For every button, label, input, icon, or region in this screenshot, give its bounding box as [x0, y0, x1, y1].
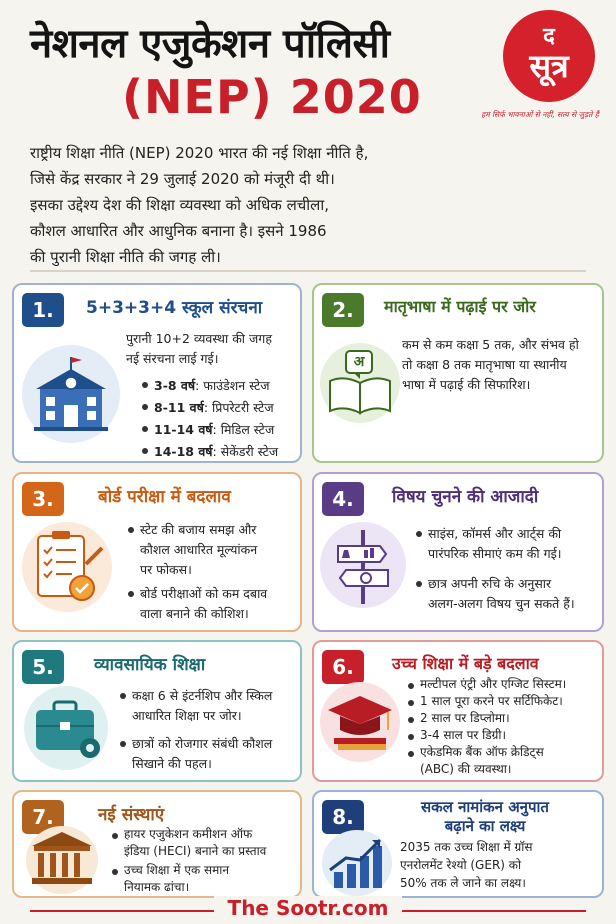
card-body [126, 329, 278, 463]
growth-chart-icon [322, 830, 392, 896]
intro-line: इसका उद्देश्य देश की शिक्षा व्यवस्था को अधिक लचीला, [30, 196, 329, 214]
intro-line: जिसे केंद्र सरकार ने 29 जुलाई 2020 को मंजूरी दी थी। [30, 170, 335, 188]
card-body [110, 826, 266, 896]
card-number: 5. [22, 650, 64, 684]
card-text: एनरोलमेंट रेश्यो (GER) को [400, 858, 522, 872]
card-school-structure [12, 283, 302, 463]
intro-line: कौशल आधारित और आधुनिक बनाना है। इसने 1986 [30, 222, 327, 240]
list-item: 3-4 साल पर डिग्री। [406, 727, 566, 744]
card-title: 5+3+3+4 स्कूल संरचना [86, 298, 263, 318]
card-title: मातृभाषा में पढ़ाई पर जोर [384, 297, 536, 316]
list-item: 8-11 वर्ष: प्रिपरेटरी स्टेज [140, 397, 278, 419]
card-body [414, 524, 575, 614]
header [0, 0, 616, 135]
signpost-icon [320, 522, 406, 608]
school-icon [22, 345, 120, 443]
list-item: छात्र अपनी रुचि के अनुसार अलग-अलग विषय चुन सकते हैं। [414, 574, 575, 614]
institution-icon [26, 826, 98, 894]
footer-brand[interactable]: The Sootr.com [214, 896, 403, 920]
card-text: तो कक्षा 8 तक मातृभाषा या स्थानीय [402, 357, 567, 372]
graduation-cap-icon [320, 682, 400, 762]
card-title: व्यावसायिक शिक्षा [94, 655, 206, 675]
list-item: 11-14 वर्ष: मिडिल स्टेज [140, 419, 278, 441]
logo-tagline: हम सिर्फ भावनाओं से नहीं, सत्य से जुड़ते हैं [481, 110, 599, 119]
card-title: नई संस्थाएं [98, 805, 165, 825]
page-title: नेशनल एजुकेशन पॉलिसी [30, 21, 390, 67]
letter-a: अ [353, 354, 365, 370]
checklist-icon [22, 522, 112, 612]
card-title-line: बढ़ाने का लक्ष्य [444, 817, 526, 835]
logo-text-small: द [543, 24, 555, 49]
card-mother-tongue [312, 283, 604, 463]
list-item: बोर्ड परीक्षाओं को कम दबाव वाला बनाने की कोशिश। [126, 584, 267, 624]
list-item: स्टेट की बजाय समझ और कौशल आधारित मूल्यांकन पर फोकस। [126, 520, 267, 580]
list-item: एकेडमिक बैंक ऑफ क्रेडिट्स (ABC) की व्यवस्था। [406, 744, 566, 778]
card-title-line: सकल नामांकन अनुपात [421, 798, 549, 816]
list-item: 2 साल पर डिप्लोमा। [406, 710, 566, 727]
card-higher-education [312, 640, 604, 782]
card-body [126, 520, 267, 624]
list-item: 1 साल पूरा करने पर सर्टिफिकेट। [406, 693, 566, 710]
intro-paragraph [30, 140, 590, 270]
logo[interactable] [503, 10, 595, 102]
card-number: 1. [22, 293, 64, 327]
list-item: हायर एजुकेशन कमीशन ऑफ इंडिया (HECI) बनाने का प्रस्ताव [110, 826, 266, 860]
card-number: 2. [322, 293, 364, 327]
card-title [380, 798, 590, 836]
card-text: पुरानी 10+2 व्यवस्था की जगह [126, 331, 272, 346]
footer [0, 896, 616, 920]
divider [30, 270, 586, 272]
card-title: बोर्ड परीक्षा में बदलाव [98, 487, 231, 507]
list-item: मल्टीपल एंट्री और एग्जिट सिस्टम। [406, 676, 566, 693]
card-body [402, 335, 579, 395]
book-icon [320, 343, 400, 423]
list-item: उच्च शिक्षा में एक समान नियामक ढांचा। [110, 862, 266, 896]
card-text: कम से कम कक्षा 5 तक, और संभव हो [402, 337, 579, 352]
card-number: 3. [22, 482, 64, 516]
card-vocational [12, 640, 302, 782]
card-text: भाषा में पढ़ाई की सिफारिश। [402, 377, 531, 392]
card-title: उच्च शिक्षा में बड़े बदलाव [392, 654, 539, 673]
card-number: 4. [322, 482, 364, 516]
card-subject-choice [312, 472, 604, 632]
card-text: नई संरचना लाई गई। [126, 351, 219, 366]
card-text: 50% तक ले जाने का लक्ष्य। [400, 876, 526, 890]
card-body [406, 676, 566, 778]
card-number: 6. [322, 650, 364, 684]
card-ger-target [312, 790, 604, 898]
briefcase-icon [24, 686, 108, 770]
list-item: 14-18 वर्ष: सेकेंडरी स्टेज [140, 441, 278, 463]
card-body [118, 686, 272, 774]
card-title: विषय चुनने की आजादी [392, 487, 539, 507]
list-item: कक्षा 6 से इंटर्नशिप और स्किल आधारित शिक्षा पर जोर। [118, 686, 272, 726]
card-number: 7. [22, 800, 64, 834]
card-number: 8. [322, 800, 364, 834]
intro-line: की पुरानी शिक्षा नीति की जगह ली। [30, 248, 221, 266]
page-subtitle: (NEP) 2020 [122, 70, 422, 124]
intro-line: राष्ट्रीय शिक्षा नीति (NEP) 2020 भारत की नई शिक्षा नीति है, [30, 144, 369, 162]
logo-text-big: सूत्र [529, 47, 569, 85]
list-item: 3-8 वर्ष: फाउंडेशन स्टेज [140, 375, 278, 397]
card-body [400, 838, 533, 892]
card-text: 2035 तक उच्च शिक्षा में ग्रॉस [400, 840, 533, 854]
card-board-exam [12, 472, 302, 632]
card-new-institutions [12, 790, 302, 898]
list-item: छात्रों को रोजगार संबंधी कौशल सिखाने की पहल। [118, 734, 272, 774]
list-item: साइंस, कॉमर्स और आर्ट्स की पारंपरिक सीमाएं कम की गई। [414, 524, 575, 564]
